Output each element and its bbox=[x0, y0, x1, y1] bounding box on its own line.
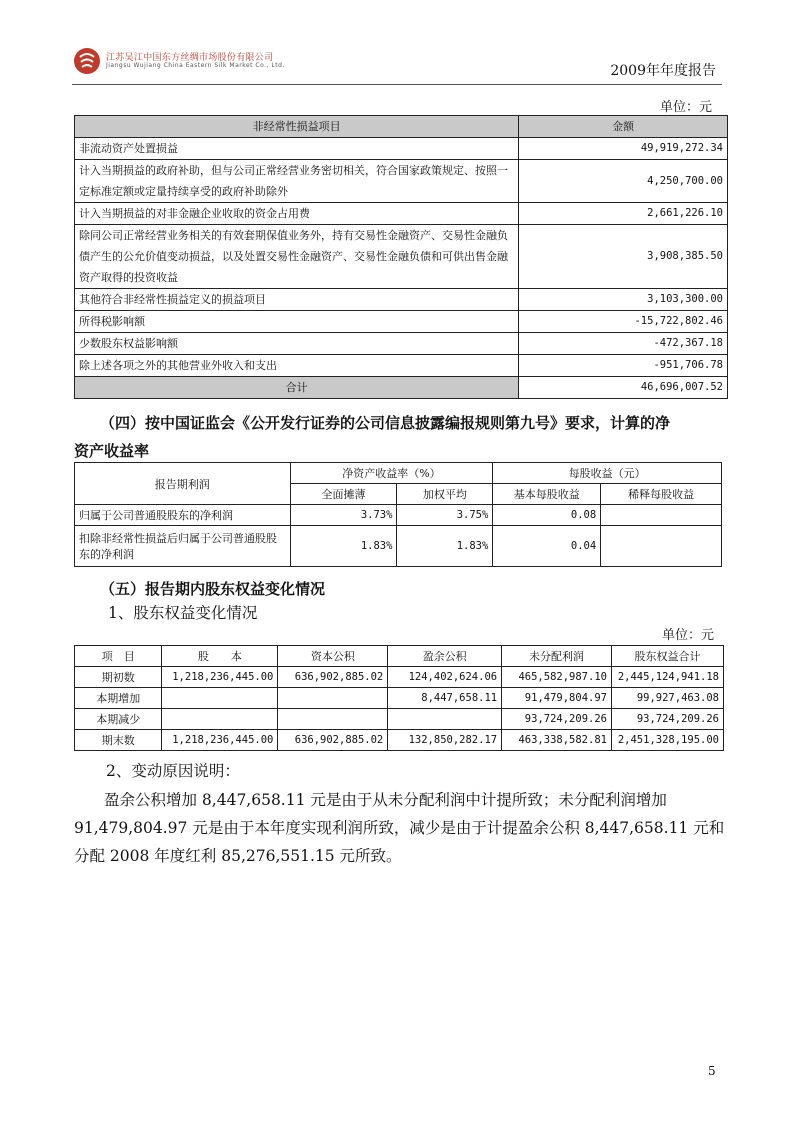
row-label: 本期增加 bbox=[75, 688, 162, 709]
surplus-reserve-cell: 124,402,624.06 bbox=[388, 667, 502, 688]
table-row bbox=[75, 688, 724, 709]
explanation-line1: 盈余公积增加 8,447,658.11 元是由于从未分配利润中计提所致；未分配利润增加 bbox=[104, 791, 667, 809]
full-cell: 3.73% bbox=[290, 505, 397, 526]
col-eps-group-header: 每股收益（元） bbox=[493, 463, 722, 484]
section4-heading-line1: （四）按中国证监会《公开发行证券的公司信息披露编报规则第九号》要求，计算的净 bbox=[100, 414, 671, 432]
total-amount: 46,696,007.52 bbox=[519, 377, 728, 399]
col-surplus-reserve-header: 盈余公积 bbox=[388, 646, 502, 667]
col-roe-group-header: 净资产收益率（%） bbox=[290, 463, 493, 484]
diluted-cell bbox=[601, 526, 722, 567]
table-row bbox=[75, 160, 728, 203]
equity-change-table bbox=[74, 645, 724, 751]
total-equity-cell: 2,451,328,195.00 bbox=[611, 730, 723, 751]
total-equity-cell: 99,927,463.08 bbox=[611, 688, 723, 709]
share-capital-cell: 1,218,236,445.00 bbox=[162, 730, 278, 751]
amount-cell: 49,919,272.34 bbox=[519, 138, 728, 160]
section5-heading: （五）报告期内股东权益变化情况 bbox=[100, 580, 326, 598]
item-cell: 计入当期损益的政府补助，但与公司正常经营业务密切相关，符合国家政策规定、按照一定标准定额或定量持续享受的政府补助除外 bbox=[75, 160, 519, 203]
profit-label-cell: 扣除非经常性损益后归属于公司普通股股东的净利润 bbox=[75, 526, 291, 567]
amount-cell: 3,908,385.50 bbox=[519, 225, 728, 289]
weighted-cell: 1.83% bbox=[397, 526, 493, 567]
capital-reserve-cell bbox=[278, 688, 388, 709]
surplus-reserve-cell bbox=[388, 709, 502, 730]
weighted-cell: 3.75% bbox=[397, 505, 493, 526]
table-row bbox=[75, 289, 728, 311]
col-amount-header: 金额 bbox=[519, 116, 728, 138]
undistributed-profit-cell: 463,338,582.81 bbox=[502, 730, 612, 751]
roe-eps-table bbox=[74, 462, 722, 567]
capital-reserve-cell: 636,902,885.02 bbox=[278, 667, 388, 688]
amount-cell: 4,250,700.00 bbox=[519, 160, 728, 203]
item-cell: 非流动资产处置损益 bbox=[75, 138, 519, 160]
total-equity-cell: 2,445,124,941.18 bbox=[611, 667, 723, 688]
share-capital-cell bbox=[162, 688, 278, 709]
col-total-equity-header: 股东权益合计 bbox=[611, 646, 723, 667]
item-cell: 其他符合非经常性损益定义的损益项目 bbox=[75, 289, 519, 311]
capital-reserve-cell bbox=[278, 709, 388, 730]
basic-cell: 0.08 bbox=[493, 505, 601, 526]
non-recurring-items-table bbox=[74, 115, 728, 399]
col-basic-header: 基本每股收益 bbox=[493, 484, 601, 505]
col-item-header: 非经常性损益项目 bbox=[75, 116, 519, 138]
explanation-line2: 91,479,804.97 元是由于本年度实现利润所致，减少是由于计提盈余公积 8,447,658.11 元和 bbox=[74, 819, 725, 837]
company-name-cn: 江苏吴江中国东方丝绸市场股份有限公司 bbox=[106, 53, 274, 63]
section5-sub1: 1、股东权益变化情况 bbox=[108, 604, 258, 622]
table-row bbox=[75, 526, 722, 567]
col-weighted-header: 加权平均 bbox=[397, 484, 493, 505]
undistributed-profit-cell: 91,479,804.97 bbox=[502, 688, 612, 709]
capital-reserve-cell: 636,902,885.02 bbox=[278, 730, 388, 751]
table-header-row bbox=[75, 116, 728, 138]
table-row bbox=[75, 225, 728, 289]
table-row bbox=[75, 667, 724, 688]
report-title: 2009年年度报告 bbox=[610, 63, 716, 79]
item-cell: 除同公司正常经营业务相关的有效套期保值业务外，持有交易性金融资产、交易性金融负债产生的公允价值变动损益，以及处置交易性金融资产、交易性金融负债和可供出售金融资产取得的投资收益 bbox=[75, 225, 519, 289]
header-divider bbox=[72, 84, 722, 85]
t3-unit: 单位：元 bbox=[662, 628, 715, 643]
profit-label-cell: 归属于公司普通股股东的净利润 bbox=[75, 505, 291, 526]
explanation-line3: 分配 2008 年度红利 85,276,551.15 元所致。 bbox=[74, 847, 402, 865]
undistributed-profit-cell: 465,582,987.10 bbox=[502, 667, 612, 688]
amount-cell: 2,661,226.10 bbox=[519, 203, 728, 225]
table-row bbox=[75, 505, 722, 526]
surplus-reserve-cell: 132,850,282.17 bbox=[388, 730, 502, 751]
t1-unit: 单位：元 bbox=[660, 100, 713, 115]
company-name-en: Jiangsu Wujiang China Eastern Silk Market Co., Ltd. bbox=[106, 62, 285, 69]
table-row bbox=[75, 203, 728, 225]
full-cell: 1.83% bbox=[290, 526, 397, 567]
amount-cell: -951,706.78 bbox=[519, 355, 728, 377]
col-undistributed-profit-header: 未分配利润 bbox=[502, 646, 612, 667]
surplus-reserve-cell: 8,447,658.11 bbox=[388, 688, 502, 709]
col-capital-reserve-header: 资本公积 bbox=[278, 646, 388, 667]
total-equity-cell: 93,724,209.26 bbox=[611, 709, 723, 730]
diluted-cell bbox=[601, 505, 722, 526]
share-capital-cell bbox=[162, 709, 278, 730]
col-profit-header: 报告期利润 bbox=[75, 463, 291, 505]
table-row bbox=[75, 311, 728, 333]
section5-sub2: 2、变动原因说明： bbox=[106, 762, 240, 780]
undistributed-profit-cell: 93,724,209.26 bbox=[502, 709, 612, 730]
row-label: 本期减少 bbox=[75, 709, 162, 730]
item-cell: 少数股东权益影响额 bbox=[75, 333, 519, 355]
silk-market-logo-icon bbox=[72, 46, 102, 76]
total-label: 合计 bbox=[75, 377, 519, 399]
table-row bbox=[75, 355, 728, 377]
table-row bbox=[75, 730, 724, 751]
share-capital-cell: 1,218,236,445.00 bbox=[162, 667, 278, 688]
table-header-row bbox=[75, 463, 722, 484]
row-label: 期初数 bbox=[75, 667, 162, 688]
amount-cell: 3,103,300.00 bbox=[519, 289, 728, 311]
basic-cell: 0.04 bbox=[493, 526, 601, 567]
col-item-header: 项 目 bbox=[75, 646, 162, 667]
page-header bbox=[72, 40, 722, 84]
table-row bbox=[75, 138, 728, 160]
table-row bbox=[75, 709, 724, 730]
table-header-row bbox=[75, 646, 724, 667]
col-diluted-header: 稀释每股收益 bbox=[601, 484, 722, 505]
col-full-header: 全面摊薄 bbox=[290, 484, 397, 505]
item-cell: 计入当期损益的对非金融企业收取的资金占用费 bbox=[75, 203, 519, 225]
amount-cell: -472,367.18 bbox=[519, 333, 728, 355]
item-cell: 除上述各项之外的其他营业外收入和支出 bbox=[75, 355, 519, 377]
total-row bbox=[75, 377, 728, 399]
amount-cell: -15,722,802.46 bbox=[519, 311, 728, 333]
col-share-capital-header: 股 本 bbox=[162, 646, 278, 667]
row-label: 期末数 bbox=[75, 730, 162, 751]
section4-heading-line2: 资产收益率 bbox=[74, 442, 150, 460]
table-row bbox=[75, 333, 728, 355]
item-cell: 所得税影响额 bbox=[75, 311, 519, 333]
page-number: 5 bbox=[708, 1064, 716, 1078]
